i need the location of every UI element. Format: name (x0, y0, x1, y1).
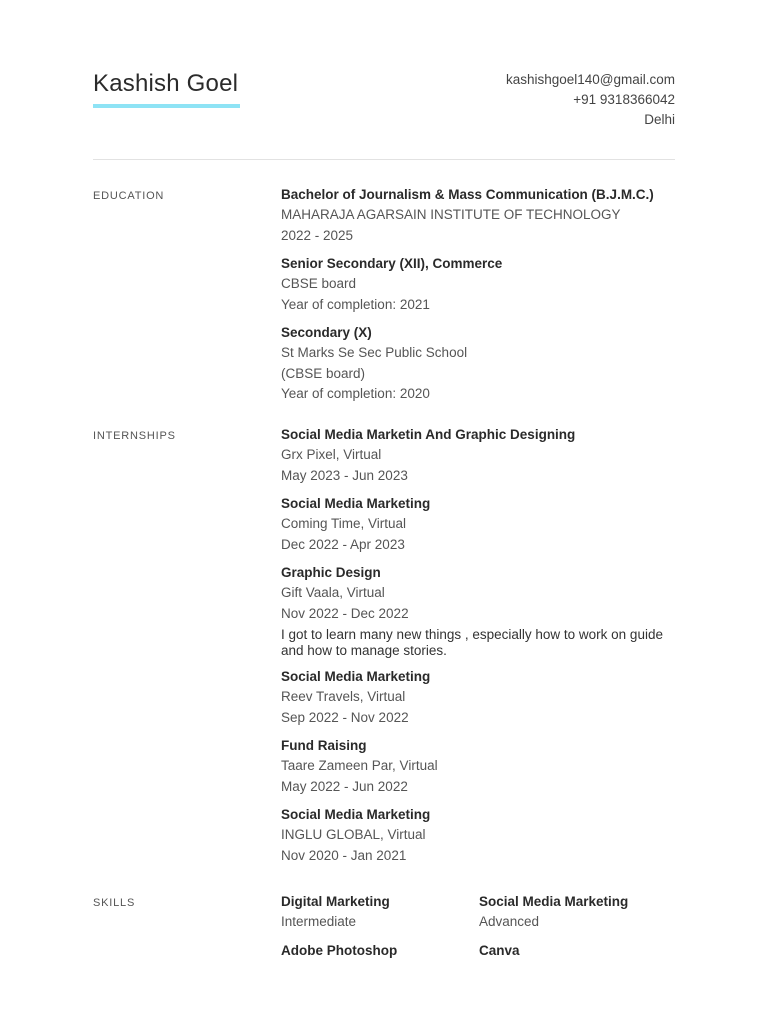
resume-header (93, 0, 675, 160)
skills-grid (281, 892, 675, 961)
entry-title: Social Media Marketing (281, 669, 431, 684)
education-entries (281, 185, 675, 413)
education-entry (281, 254, 675, 315)
resume-page (93, 0, 675, 958)
entry-company: INGLU GLOBAL, Virtual (281, 827, 426, 842)
entry-company: Reev Travels, Virtual (281, 689, 406, 704)
entry-title: Social Media Marketing (281, 807, 431, 822)
section-label-skills: SKILLS (93, 897, 136, 909)
contact-phone: +91 9318366042 (573, 92, 675, 107)
entry-date: Nov 2020 - Jan 2021 (281, 847, 407, 863)
entry-description: I got to learn many new things , especially how to work on guide and how to manage stories. (281, 627, 663, 658)
internship-entry (281, 667, 675, 728)
entry-board: (CBSE board) (281, 365, 366, 381)
entry-company: Grx Pixel, Virtual (281, 447, 382, 462)
contact-email[interactable]: kashishgoel140@gmail.com (505, 72, 675, 87)
entry-date: May 2023 - Jun 2023 (281, 467, 408, 483)
header-divider (93, 159, 675, 160)
contact-block (506, 70, 675, 130)
skill-item (479, 892, 675, 933)
section-label-education: EDUCATION (93, 190, 165, 202)
skill-item (281, 941, 479, 961)
entry-company: Coming Time, Virtual (281, 516, 407, 531)
section-label-internships: INTERNSHIPS (93, 430, 176, 442)
internship-entry (281, 736, 675, 797)
entry-title: Fund Raising (281, 738, 367, 753)
education-entry (281, 185, 675, 246)
skill-name: Canva (479, 942, 520, 958)
entry-title: Graphic Design (281, 565, 381, 580)
skill-item (479, 941, 675, 961)
entry-institution: St Marks Se Sec Public School (281, 345, 468, 360)
name-underline-accent (93, 104, 240, 108)
entry-date: Nov 2022 - Dec 2022 (281, 605, 409, 621)
contact-city: Delhi (644, 112, 675, 127)
candidate-name: Kashish Goel (93, 70, 239, 97)
internship-entry (281, 805, 675, 866)
internship-entry (281, 563, 675, 659)
skill-name: Digital Marketing (281, 894, 390, 909)
education-entry (281, 323, 675, 405)
entry-title: Senior Secondary (XII), Commerce (281, 256, 503, 271)
skill-name: Social Media Marketing (479, 894, 629, 909)
skill-level: Advanced (479, 914, 540, 929)
internship-entry (281, 494, 675, 555)
skill-name: Adobe Photoshop (281, 942, 398, 958)
entry-title: Social Media Marketin And Graphic Designing (281, 427, 576, 442)
skill-item (281, 892, 479, 933)
skill-level: Intermediate (281, 914, 357, 929)
entry-date: Dec 2022 - Apr 2023 (281, 536, 405, 552)
entry-company: Gift Vaala, Virtual (281, 585, 385, 600)
entry-title: Bachelor of Journalism & Mass Communication (B.J.M.C.) (281, 187, 654, 202)
entry-date: Sep 2022 - Nov 2022 (281, 709, 409, 725)
internship-entries (281, 425, 675, 874)
entry-date: 2022 - 2025 (281, 227, 354, 243)
entry-title: Social Media Marketing (281, 496, 431, 511)
entry-title: Secondary (X) (281, 325, 372, 340)
entry-date: May 2022 - Jun 2022 (281, 778, 408, 794)
internship-entry (281, 425, 675, 486)
entry-company: Taare Zameen Par, Virtual (281, 758, 438, 773)
entry-date: Year of completion: 2021 (281, 296, 430, 312)
entry-date: Year of completion: 2020 (281, 386, 430, 401)
entry-institution: CBSE board (281, 276, 357, 291)
entry-institution: MAHARAJA AGARSAIN INSTITUTE OF TECHNOLOGY (281, 207, 621, 222)
